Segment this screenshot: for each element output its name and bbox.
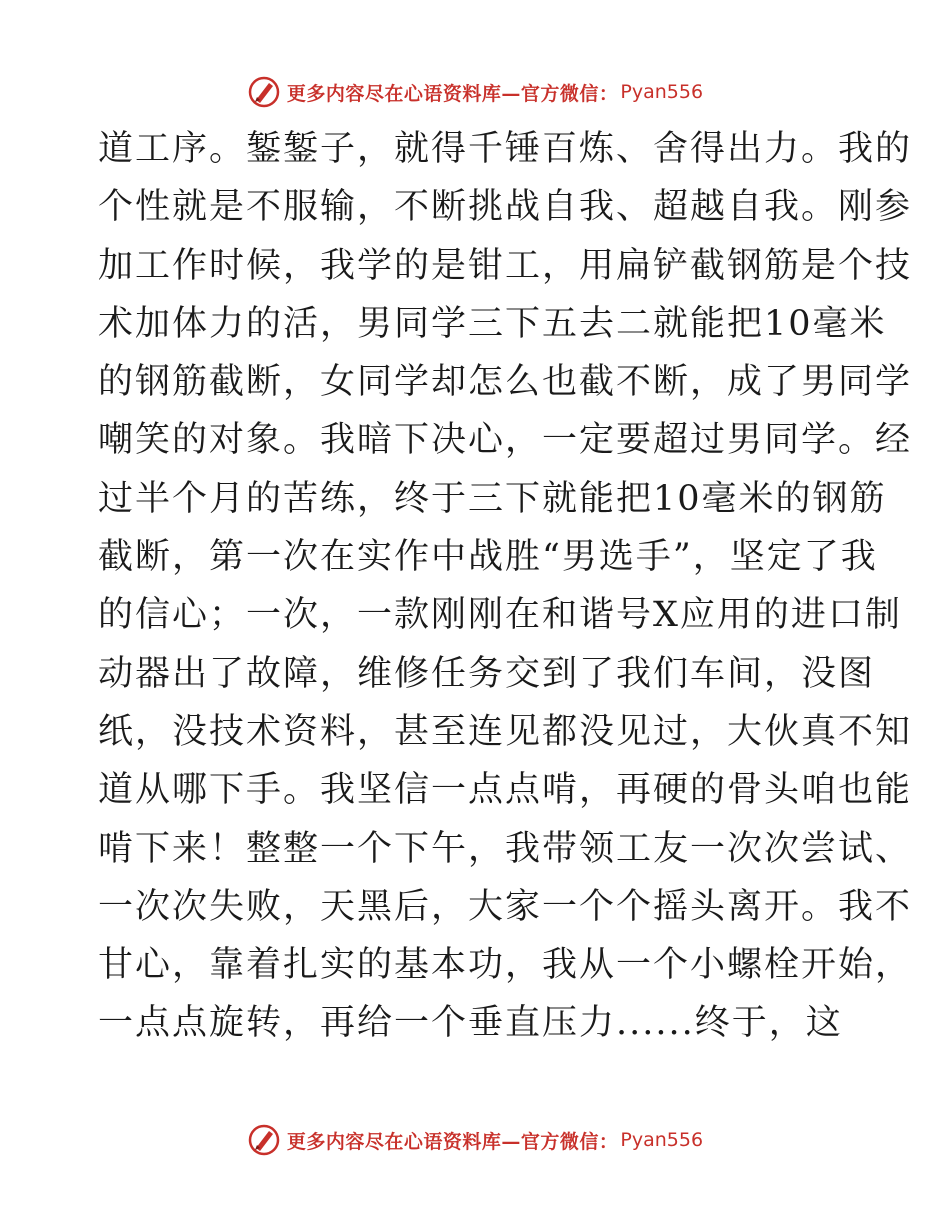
pen-circle-logo-icon [247,1123,281,1157]
text-line: 道工序。錾錾子，就得千锤百炼、舍得出力。我的 [98,129,913,169]
footer-banner [0,1120,950,1160]
text-line: 嘲笑的对象。我暗下决心，一定要超过男同学。经 [98,420,913,461]
text-line: 纸，没技术资料，甚至连见都没见过，大伙真不知 [98,711,913,752]
text-line: 加工作时候，我学的是钳工，用扁铲截钢筋是个技 [98,245,913,286]
footer-banner-label: 更多内容尽在心语资料库—官方微信： [286,1130,619,1153]
text-line: 个性就是不服输，不断挑战自我、超越自我。刚参 [98,187,913,228]
header-banner [0,72,950,112]
header-banner-wechat-id: Pyan556 [620,81,704,103]
document-body [98,120,913,1053]
text-line: 的钢筋截断，女同学却怎么也截不断，成了男同学 [98,362,913,403]
text-line: 道从哪下手。我坚信一点点啃，再硬的骨头咱也能 [98,770,913,811]
text-line: 啃下来！整整一个下午，我带领工友一次次尝试、 [98,828,913,869]
text-line: 动器出了故障，维修任务交到了我们车间，没图 [98,653,876,694]
text-line: 截断，第一次在实作中战胜“男选手”，坚定了我 [98,537,878,578]
text-line: 一点点旋转，再给一个垂直压力......终于，这 [98,1003,843,1044]
pen-circle-logo-icon [247,75,281,109]
text-line: 术加体力的活，男同学三下五去二就能把10毫米 [98,303,887,344]
footer-banner-wechat-id: Pyan556 [620,1129,704,1151]
header-banner-label: 更多内容尽在心语资料库—官方微信： [286,82,619,105]
text-line: 一次次失败，天黑后，大家一个个摇头离开。我不 [98,886,913,927]
text-line: 的信心；一次，一款刚刚在和谐号X应用的进口制 [98,595,902,636]
text-line: 甘心，靠着扎实的基本功，我从一个小螺栓开始， [98,945,913,986]
text-line: 过半个月的苦练，终于三下就能把10毫米的钢筋 [98,478,887,519]
